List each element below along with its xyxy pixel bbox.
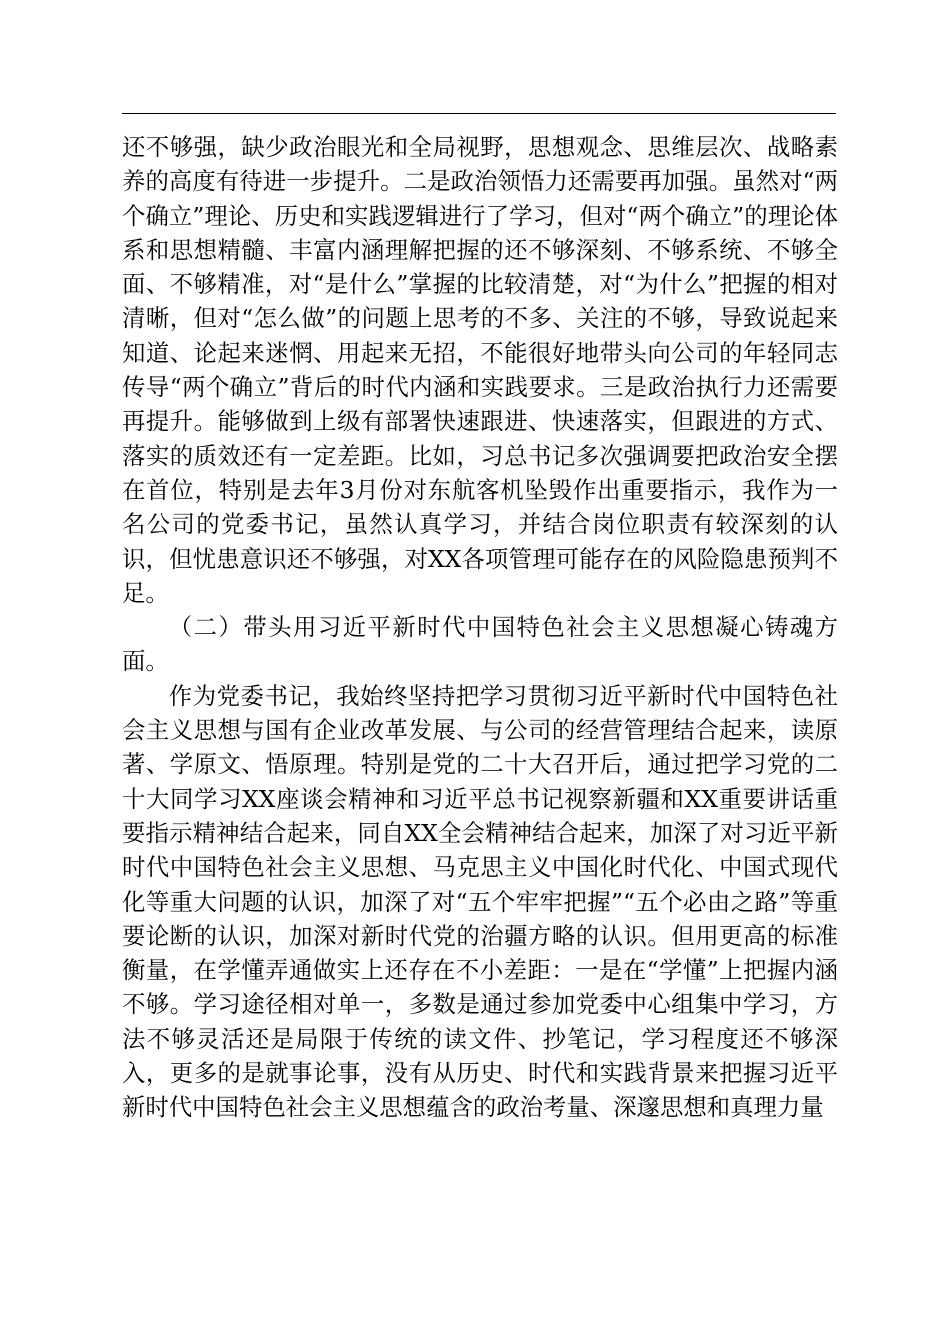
paragraph-continued: 还不够强，缺少政治眼光和全局视野，思想观念、思维层次、战略素养的高度有待进一步提升。二是政治领悟力还需要再加强。虽然对“两个确立”理论、历史和实践逻辑进行了学习，但对“两个确立”的理论体系和思想精髓、丰富内涵理解把握的还不够深刻、不够系统、不够全面、不够精准，对“是什么”掌握的比较清楚，对“为什么”把握的相对清晰，但对“怎么做”的问题上思考的不多、关注的不够，导致说起来知道、论起来迷惘、用起来无招，不能很好地带头向公司的年轻同志传导“两个确立”背后的时代内涵和实践要求。三是政治执行力还需要再提升。能够做到上级有部署快速跟进、快速落实，但跟进的方式、落实的质效还有一定差距。比如，习总书记多次强调要把政治安全摆在首位，特别是去年3月份对东航客机坠毁作出重要指示，我作为一名公司的党委书记，虽然认真学习，并结合岗位职责有较深刻的认识，但忧患意识还不够强，对XX各项管理可能存在的风险隐患预判不足。: [122, 133, 838, 607]
section-heading: （二）带头用习近平新时代中国特色社会主义思想凝心铸魂方面。: [122, 613, 838, 676]
header-rule: [122, 113, 836, 114]
paragraph-body: 作为党委书记，我始终坚持把学习贯彻习近平新时代中国特色社会主义思想与国有企业改革发展、与公司的经营管理结合起来，读原著、学原文、悟原理。特别是党的二十大召开后，通过把学习党的二十大同学习XX座谈会精神和习近平总书记视察新疆和XX重要讲话重要指示精神结合起来，同自XX全会精神结合起来，加深了对习近平新时代中国特色社会主义思想、马克思主义中国化时代化、中国式现代化等重大问题的认识，加深了对“五个牢牢把握”“五个必由之路”等重要论断的认识，加深对新时代党的治疆方略的认识。但用更高的标准衡量，在学懂弄通做实上还存在不小差距：一是在“学懂”上把握内涵不够。学习途径相对单一，多数是通过参加党委中心组集中学习，方法不够灵活还是局限于传统的读文件、抄笔记，学习程度还不够深入，更多的是就事论事，没有从历史、时代和实践背景来把握习近平新时代中国特色社会主义思想蕴含的政治考量、深邃思想和真理力量: [122, 681, 838, 1122]
document-body: [122, 130, 838, 1125]
